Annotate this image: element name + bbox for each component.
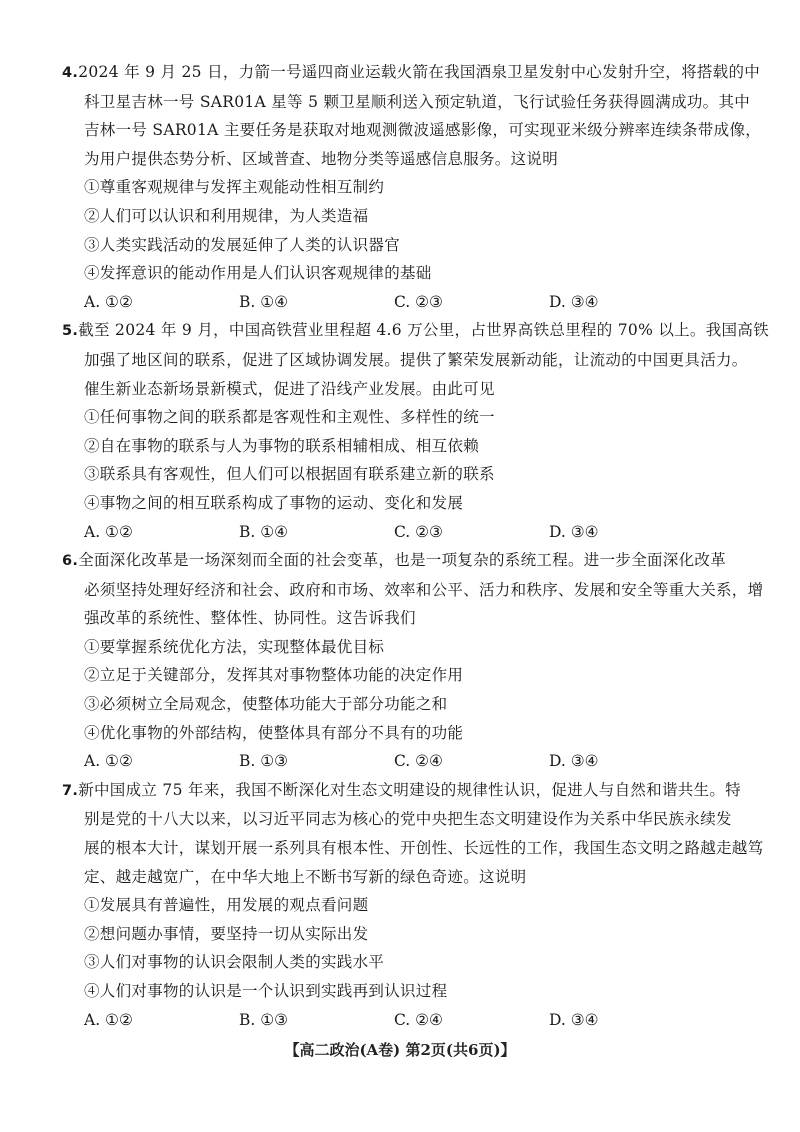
- choice-a: A. ①②: [84, 1010, 133, 1029]
- choice-a: A. ①②: [84, 522, 133, 541]
- statement-option: ②自在事物的联系与人为事物的联系相辅相成、相互依赖: [84, 436, 480, 455]
- question-stem-line: 吉林一号 SAR01A 主要任务是获取对地观测微波遥感影像，可实现亚米级分辨率连续条带成像，: [84, 121, 762, 140]
- statement-option: ④事物之间的相互联系构成了事物的运动、变化和发展: [84, 493, 464, 512]
- question-number: 7.: [62, 782, 79, 799]
- statement-option: ④优化事物的外部结构，使整体具有部分不具有的功能: [84, 723, 464, 742]
- statement-option: ①任何事物之间的联系都是客观性和主观性、多样性的统一: [84, 408, 495, 427]
- question-stem-line: 4.2024 年 9 月 25 日，力箭一号遥四商业运载火箭在我国酒泉卫星发射中心发射升空，将搭载的中: [62, 63, 761, 81]
- choice-b: B. ①③: [239, 752, 289, 771]
- question-4: [62, 58, 762, 316]
- footer-text: 【高二政治(A卷) 第2页(共6页)】: [284, 1042, 516, 1059]
- statement-option: ③联系具有客观性，但人们可以根据固有联系建立新的联系: [84, 465, 495, 484]
- choice-c: C. ②③: [394, 292, 443, 311]
- statement-option: ④人们对事物的认识是一个认识到实践再到认识过程: [84, 982, 448, 1000]
- question-stem-line: 定、越走越宽广，在中华大地上不断书写新的绿色奇迹。这说明: [84, 867, 527, 886]
- choice-b: B. ①③: [239, 1010, 289, 1029]
- question-number: 4.: [62, 65, 79, 81]
- question-stem-line: 为用户提供态势分析、区域普查、地物分类等遥感信息服务。这说明: [84, 149, 559, 168]
- choice-c: C. ②③: [394, 522, 443, 541]
- statement-option: ③人们对事物的认识会限制人类的实践水平: [84, 953, 385, 972]
- question-7: [62, 776, 764, 1034]
- choice-b: B. ①④: [239, 522, 289, 541]
- exam-page: [62, 58, 769, 1034]
- choice-b: B. ①④: [239, 292, 289, 311]
- statement-option: ③人类实践活动的发展延伸了人类的认识器官: [84, 235, 401, 254]
- statement-option: ①要掌握系统优化方法，实现整体最优目标: [84, 637, 385, 656]
- choice-c: C. ②④: [394, 752, 443, 771]
- choice-c: C. ②④: [394, 1010, 443, 1029]
- question-stem-line: 6.全面深化改革是一场深刻而全面的社会变革，也是一项复杂的系统工程。进一步全面深化改革: [62, 551, 727, 570]
- choice-d: D. ③④: [549, 292, 599, 311]
- choice-d: D. ③④: [549, 752, 599, 771]
- question-stem-line: 5.截至 2024 年 9 月，中国高铁营业里程超 4.6 万公里，占世界高铁总里程的 70% 以上。我国高铁: [62, 321, 769, 340]
- question-stem-line: 别是党的十八大以来，以习近平同志为核心的党中央把生态文明建设作为关系中华民族永续发: [84, 810, 732, 829]
- question-stem-line: 催生新业态新场景新模式，促进了沿线产业发展。由此可见: [84, 379, 495, 398]
- question-stem-line: 7.新中国成立 75 年来，我国不断深化对生态文明建设的规律性认识，促进人与自然和谐共生。特: [62, 780, 741, 799]
- statement-option: ②立足于关键部分，发挥其对事物整体功能的决定作用: [84, 666, 464, 685]
- statement-option: ②想问题办事情，要坚持一切从实际出发: [84, 924, 369, 943]
- statement-option: ②人们可以认识和利用规律，为人类造福: [84, 206, 369, 225]
- choice-a: A. ①②: [84, 752, 133, 771]
- choice-d: D. ③④: [549, 1010, 599, 1029]
- question-number: 6.: [62, 553, 79, 570]
- question-number: 5.: [62, 323, 79, 340]
- statement-option: ④发挥意识的能动作用是人们认识客观规律的基础: [84, 264, 432, 283]
- question-stem-line: 必须坚持处理好经济和社会、政府和市场、效率和公平、活力和秩序、发展和安全等重大关系，增: [84, 580, 764, 599]
- question-stem-line: 科卫星吉林一号 SAR01A 星等 5 颗卫星顺利送入预定轨道，飞行试验任务获得圆满成功。其中: [84, 92, 751, 111]
- statement-option: ①尊重客观规律与发挥主观能动性相互制约: [84, 178, 385, 197]
- statement-option: ①发展具有普遍性，用发展的观点看问题: [84, 896, 369, 915]
- question-stem-line: 强改革的系统性、整体性、协同性。这告诉我们: [84, 609, 416, 628]
- question-5: [62, 316, 769, 546]
- answer-choices: [62, 288, 752, 317]
- answer-choices: [62, 747, 752, 776]
- answer-choices: [62, 518, 752, 547]
- question-stem-line: 加强了地区间的联系，促进了区域协调发展。提供了繁荣发展新动能，让流动的中国更具活力。: [84, 350, 748, 369]
- question-6: [62, 546, 764, 776]
- answer-choices: [62, 1006, 752, 1035]
- page-footer: [0, 1042, 800, 1062]
- statement-option: ③必须树立全局观念，使整体功能大于部分功能之和: [84, 695, 448, 714]
- question-stem-line: 展的根本大计，谋划开展一系列具有根本性、开创性、长远性的工作，我国生态文明之路越走越笃: [84, 839, 764, 858]
- choice-a: A. ①②: [84, 292, 133, 311]
- choice-d: D. ③④: [549, 522, 599, 541]
